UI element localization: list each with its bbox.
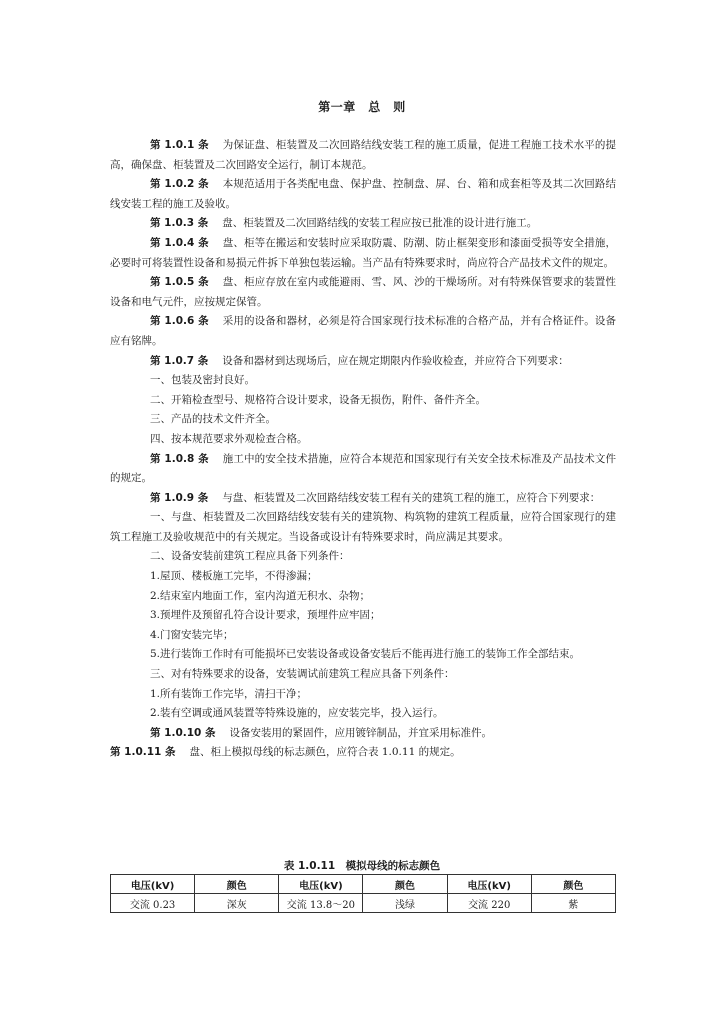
- clause-text: 为保证盘、柜装置及二次回路结线安装工程的施工质量，促进工程施工技术水平的提高，确保盘、柜装置及二次回路安全运行，制订本规范。: [110, 139, 616, 171]
- table-cell: 紫: [531, 894, 615, 913]
- clause-number: 第 1.0.11 条: [110, 746, 176, 759]
- clause-text: 盘、柜应存放在室内或能避雨、雪、风、沙的干燥场所。对有特殊保管要求的装置性设备和电气元件，应按规定保管。: [110, 276, 616, 308]
- clause-paragraph: [110, 450, 616, 489]
- clause-text: 1.屋顶、楼板施工完毕，不得渗漏；: [150, 570, 318, 583]
- clause-text: 施工中的安全技术措施，应符合本规范和国家现行有关安全技术标准及产品技术文件的规定。: [110, 452, 616, 485]
- clause-text: 盘、柜上模拟母线的标志颜色，应符合表 1.0.11 的规定。: [189, 746, 461, 759]
- table-header-cell: 颜色: [363, 875, 447, 894]
- clause-text: 三、对有特殊要求的设备，安装调试前建筑工程应具备下列条件：: [150, 668, 455, 681]
- list-item: [110, 391, 616, 411]
- clause-number: 第 1.0.9 条: [150, 491, 209, 504]
- list-item: [110, 430, 616, 450]
- clause-text: 盘、柜装置及二次回路结线的安装工程应按已批准的设计进行施工。: [222, 217, 538, 230]
- list-item: [110, 371, 616, 391]
- clause-number: 第 1.0.10 条: [150, 726, 216, 739]
- clause-text: 采用的设备和器材，必须是符合国家现行技术标准的合格产品，并有合格证件。设备应有铭牌。: [110, 315, 616, 347]
- clause-text: 本规范适用于各类配电盘、保护盘、控制盘、屏、台、箱和成套柜等及其二次回路结线安装工程的施工及验收。: [110, 178, 616, 210]
- table-header-row: [111, 875, 616, 894]
- clause-text: 2.装有空调或通风装置等特殊设施的，应安装完毕，投入运行。: [150, 707, 444, 720]
- clause-paragraph: [110, 312, 616, 351]
- clause-text: 设备安装用的紧固件，应用镀锌制品，并宜采用标准件。: [229, 726, 493, 739]
- table-cell: 交流 0.23: [111, 894, 195, 913]
- clause-text: 4.门窗安装完毕；: [150, 628, 234, 641]
- table-header-cell: 电压(kV): [279, 875, 363, 894]
- clause-text: 二、开箱检查型号、规格符合设计要求，设备无损伤，附件、备件齐全。: [150, 393, 486, 406]
- table-header-cell: 电压(kV): [111, 875, 195, 894]
- table-caption: 表 1.0.11 模拟母线的标志颜色: [283, 860, 441, 872]
- clause-paragraph: [110, 724, 616, 744]
- color-table: [110, 874, 616, 913]
- clause-text: 二、设备安装前建筑工程应具备下列条件：: [150, 550, 350, 563]
- list-item: [110, 508, 616, 547]
- chapter-title: 第一章 总 则: [318, 100, 406, 114]
- clause-paragraph: [110, 352, 616, 372]
- clause-paragraph: [110, 175, 616, 214]
- table-header-cell: 电压(kV): [447, 875, 531, 894]
- table-cell: 交流 13.8～20: [279, 894, 363, 913]
- clause-text: 四、按本规范要求外观检查合格。: [150, 432, 308, 445]
- clause-text: 设备和器材到达现场后，应在规定期限内作验收检查，并应符合下列要求：: [222, 354, 569, 367]
- clause-text: 3.预埋件及预留孔符合设计要求，预埋件应牢固；: [150, 609, 381, 622]
- clause-number: 第 1.0.5 条: [150, 276, 209, 289]
- clause-text: 5.进行装饰工作时有可能损坏已安装设备或设备安装后不能再进行施工的装饰工作全部结束。: [150, 648, 581, 661]
- clause-text: 1.所有装饰工作完毕，清扫干净；: [150, 687, 308, 700]
- list-item: [110, 410, 616, 430]
- clause-paragraph: [110, 273, 616, 312]
- table-row: [111, 894, 616, 913]
- list-item: [110, 645, 616, 665]
- clause-paragraph: [110, 136, 616, 175]
- list-item: [110, 665, 616, 685]
- clause-number: 第 1.0.2 条: [150, 178, 209, 191]
- list-item: [110, 606, 616, 626]
- list-item: [110, 567, 616, 587]
- table-header-cell: 颜色: [195, 875, 279, 894]
- table-cell: 深灰: [195, 894, 279, 913]
- list-item: [110, 626, 616, 646]
- clause-text: 2.结束室内地面工作，室内沟道无积水、杂物；: [150, 589, 371, 602]
- clause-number: 第 1.0.6 条: [150, 315, 209, 328]
- clause-number: 第 1.0.1 条: [150, 139, 209, 151]
- list-item: [110, 587, 616, 607]
- clause-number: 第 1.0.4 条: [150, 236, 209, 249]
- clause-text: 与盘、柜装置及二次回路结线安装工程有关的建筑工程的施工，应符合下列要求：: [222, 491, 601, 504]
- clause-paragraph: [110, 489, 616, 509]
- clause-paragraph: [110, 214, 616, 234]
- list-item: [110, 704, 616, 724]
- clause-number: 第 1.0.3 条: [150, 217, 209, 230]
- table-cell: 交流 220: [447, 894, 531, 913]
- clause-text: 盘、柜等在搬运和安装时应采取防震、防潮、防止框架变形和漆面受损等安全措施，必要时可将装置性设备和易损元件拆下单独包装运输。当产品有特殊要求时，尚应符合产品技术文件的规定。: [110, 236, 616, 269]
- clause-text: 三、产品的技术文件齐全。: [150, 413, 276, 426]
- table-header-cell: 颜色: [531, 875, 615, 894]
- clause-paragraph: [110, 743, 616, 763]
- list-item: [110, 685, 616, 705]
- clause-text: 一、包装及密封良好。: [150, 374, 255, 387]
- clause-number: 第 1.0.8 条: [150, 452, 209, 465]
- clause-number: 第 1.0.7 条: [150, 354, 209, 367]
- list-item: [110, 547, 616, 567]
- body-text: [110, 136, 616, 763]
- table-cell: 浅绿: [363, 894, 447, 913]
- clause-text: 一、与盘、柜装置及二次回路结线安装有关的建筑物、构筑物的建筑工程质量，应符合国家现行的建筑工程施工及验收规范中的有关规定。当设备或设计有特殊要求时，尚应满足其要求。: [110, 511, 616, 543]
- clause-paragraph: [110, 234, 616, 273]
